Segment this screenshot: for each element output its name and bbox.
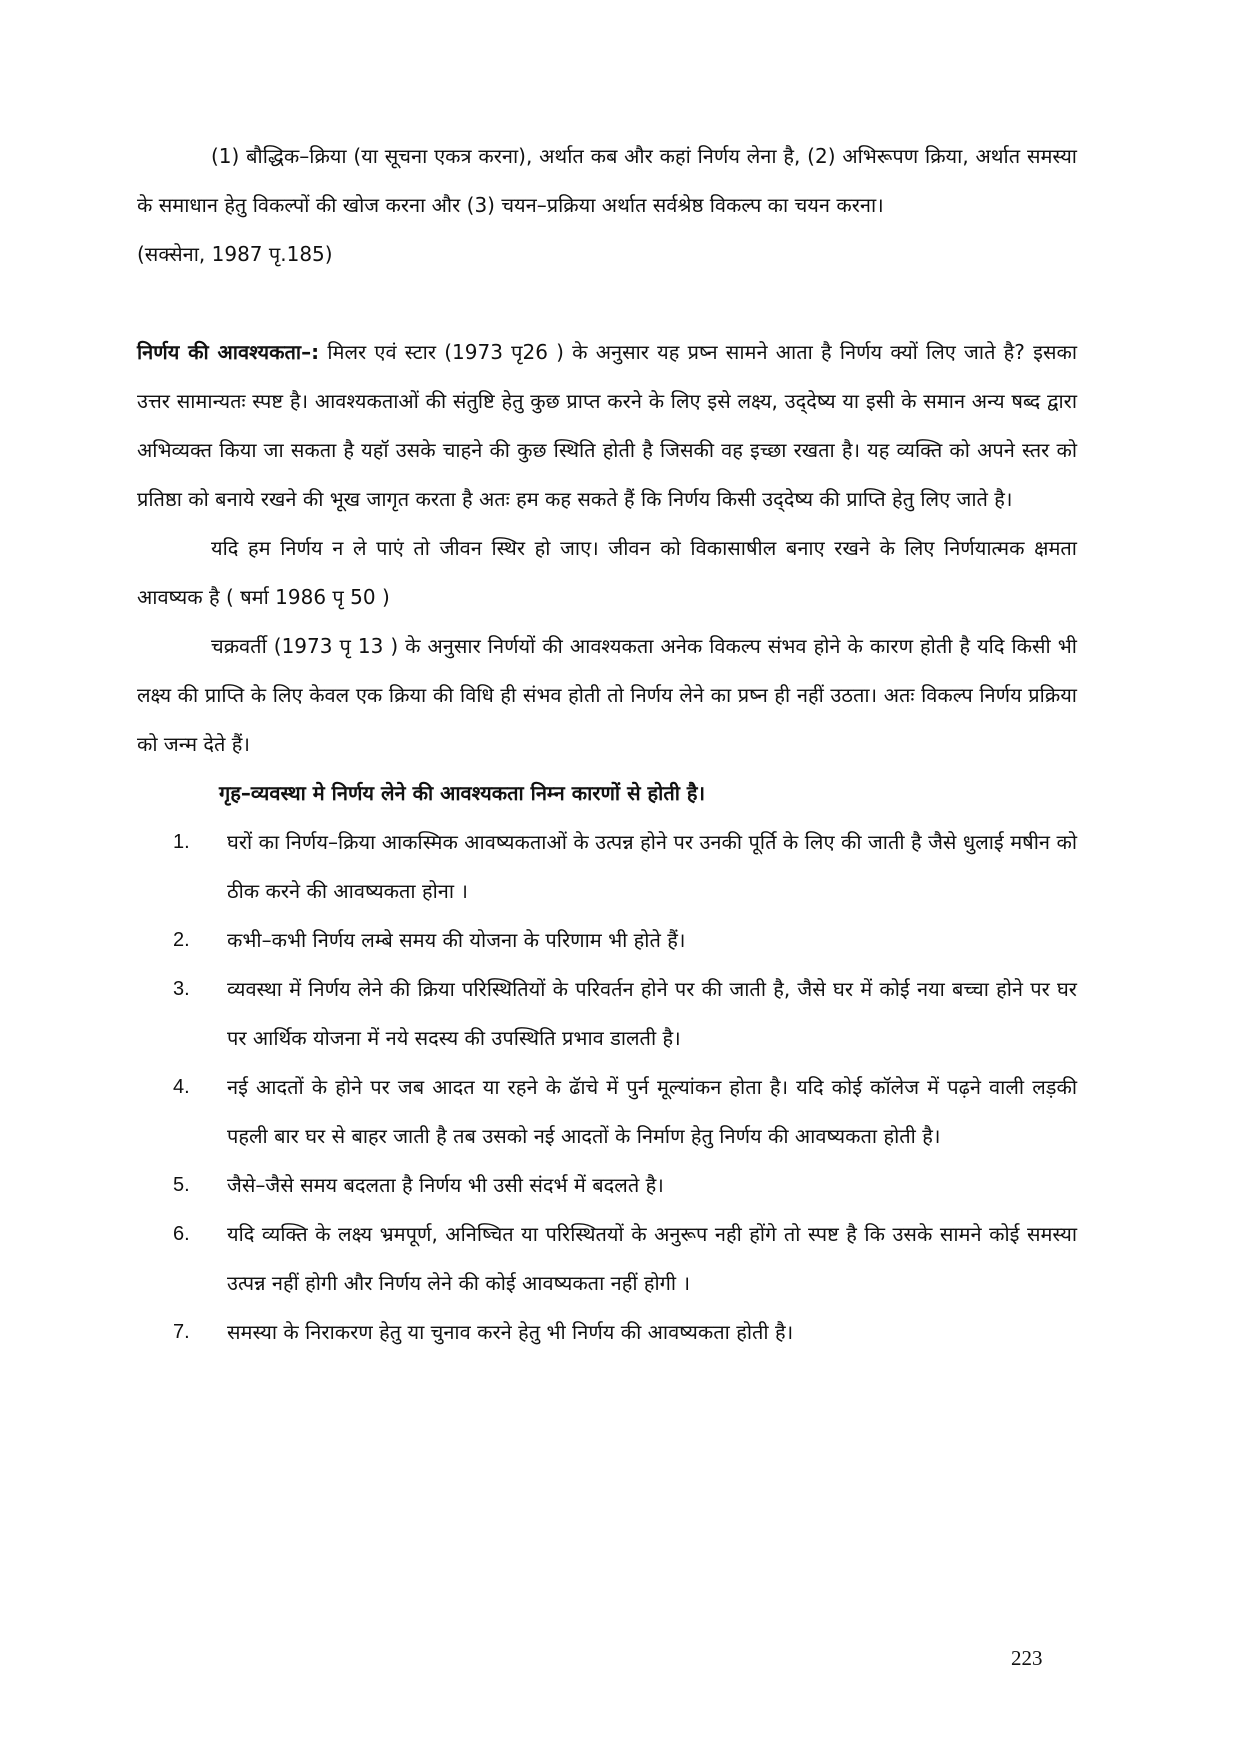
list-item-text: कभी–कभी निर्णय लम्बे समय की योजना के परिणाम भी होते हैं। [227, 928, 686, 952]
intro-paragraph: (1) बौद्धिक–क्रिया (या सूचना एकत्र करना), अर्थात कब और कहां निर्णय लेना है, (2) अभिरूपण क्रिया, अर्थात समस्या के समाधान हेतु विकल्पों की खोज करना और (3) चयन–प्रक्रिया अर्थात सर्वश्रेष्ठ विकल्प का चयन करना। [137, 144, 1077, 217]
need-paragraph-2: यदि हम निर्णय न ले पाएं तो जीवन स्थिर हो जाए। जीवन को विकासाषील बनाए रखने के लिए निर्णयात्मक क्षमता आवष्यक है ( षर्मा 1986 पृ 50 ) [137, 536, 1077, 609]
list-item [173, 916, 1077, 965]
list-item [173, 965, 1077, 1063]
household-reasons-list [137, 818, 1077, 1357]
household-heading: गृह–व्यवस्था मे निर्णय लेने की आवश्यकता निम्न कारणों से होती है। [219, 781, 706, 805]
list-item-number: 1. [173, 831, 190, 853]
list-item-number: 5. [173, 1174, 190, 1196]
document-body [137, 132, 1077, 1357]
intro-citation: (सक्सेना, 1987 पृ.185) [137, 242, 333, 266]
list-item-number: 2. [173, 929, 190, 951]
need-paragraph-1 [137, 328, 1077, 524]
list-item [173, 1308, 1077, 1357]
list-item-text: जैसे–जैसे समय बदलता है निर्णय भी उसी संदर्भ में बदलते है। [227, 1173, 664, 1197]
list-item [173, 1210, 1077, 1308]
list-item [173, 1063, 1077, 1161]
list-item-number: 3. [173, 978, 190, 1000]
page-number: 223 [1011, 1646, 1043, 1670]
list-item-number: 4. [173, 1076, 190, 1098]
list-item [173, 1161, 1077, 1210]
list-item-text: नई आदतों के होने पर जब आदत या रहने के ढॅाचे में पुर्न मूल्यांकन होता है। यदि कोई कॉलेज में पढ़ने वाली लड़की पहली बार घर से बाहर जाती है तब उसको नई आदतों के निर्माण हेतु निर्णय की आवष्यकता होती है। [227, 1075, 1077, 1148]
list-item-text: यदि व्यक्ति के लक्ष्य भ्रमपूर्ण, अनिष्चित या परिस्थितयों के अनुरूप नही होंगे तो स्पष्ट है कि उसके सामने कोई समस्या उत्पन्न नहीं होगी और निर्णय लेने की कोई आवष्यकता नहीं होगी । [227, 1222, 1077, 1295]
list-item-number: 6. [173, 1223, 190, 1245]
need-heading: निर्णय की आवश्यकता–: [137, 340, 320, 364]
list-item-number: 7. [173, 1321, 190, 1343]
list-item-text: समस्या के निराकरण हेतु या चुनाव करने हेतु भी निर्णय की आवष्यकता होती है। [227, 1320, 794, 1344]
list-item-text: व्यवस्था में निर्णय लेने की क्रिया परिस्थितियों के परिवर्तन होने पर की जाती है, जैसे घर में कोई नया बच्चा होने पर घर पर आर्थिक योजना में नये सदस्य की उपस्थिति प्रभाव डालती है। [227, 977, 1077, 1050]
need-paragraph-3: चक्रवर्ती (1973 पृ 13 ) के अनुसार निर्णयों की आवश्यकता अनेक विकल्प संभव होने के कारण होती है यदि किसी भी लक्ष्य की प्राप्ति के लिए केवल एक क्रिया की विधि ही संभव होती तो निर्णय लेने का प्रष्न ही नहीं उठता। अतः विकल्प निर्णय प्रक्रिया को जन्म देते हैं। [137, 634, 1077, 756]
need-paragraph-1-text: मिलर एवं स्टार (1973 पृ26 ) के अनुसार यह प्रष्न सामने आता है निर्णय क्यों लिए जाते है? इसका उत्तर सामान्यतः स्पष्ट है। आवश्यकताओं की संतुष्टि हेतु कुछ प्राप्त करने के लिए इसे लक्ष्य, उद्‌देष्य या इसी के समान अन्य षब्द द्वारा अभिव्यक्त किया जा सकता है यहॉ उसके चाहने की कुछ स्थिति होती है जिसकी वह इच्छा रखता है। यह व्यक्ति को अपने स्तर को प्रतिष्ठा को बनाये रखने की भूख जागृत करता है अतः हम कह सकते हैं कि निर्णय किसी उद्‌देष्य की प्राप्ति हेतु लिए जाते है। [137, 340, 1078, 511]
list-item [173, 818, 1077, 916]
list-item-text: घरों का निर्णय–क्रिया आकस्मिक आवष्यकताओं के उत्पन्न होने पर उनकी पूर्ति के लिए की जाती है जैसे धुलाई मषीन को ठीक करने की आवष्यकता होना । [227, 830, 1077, 903]
